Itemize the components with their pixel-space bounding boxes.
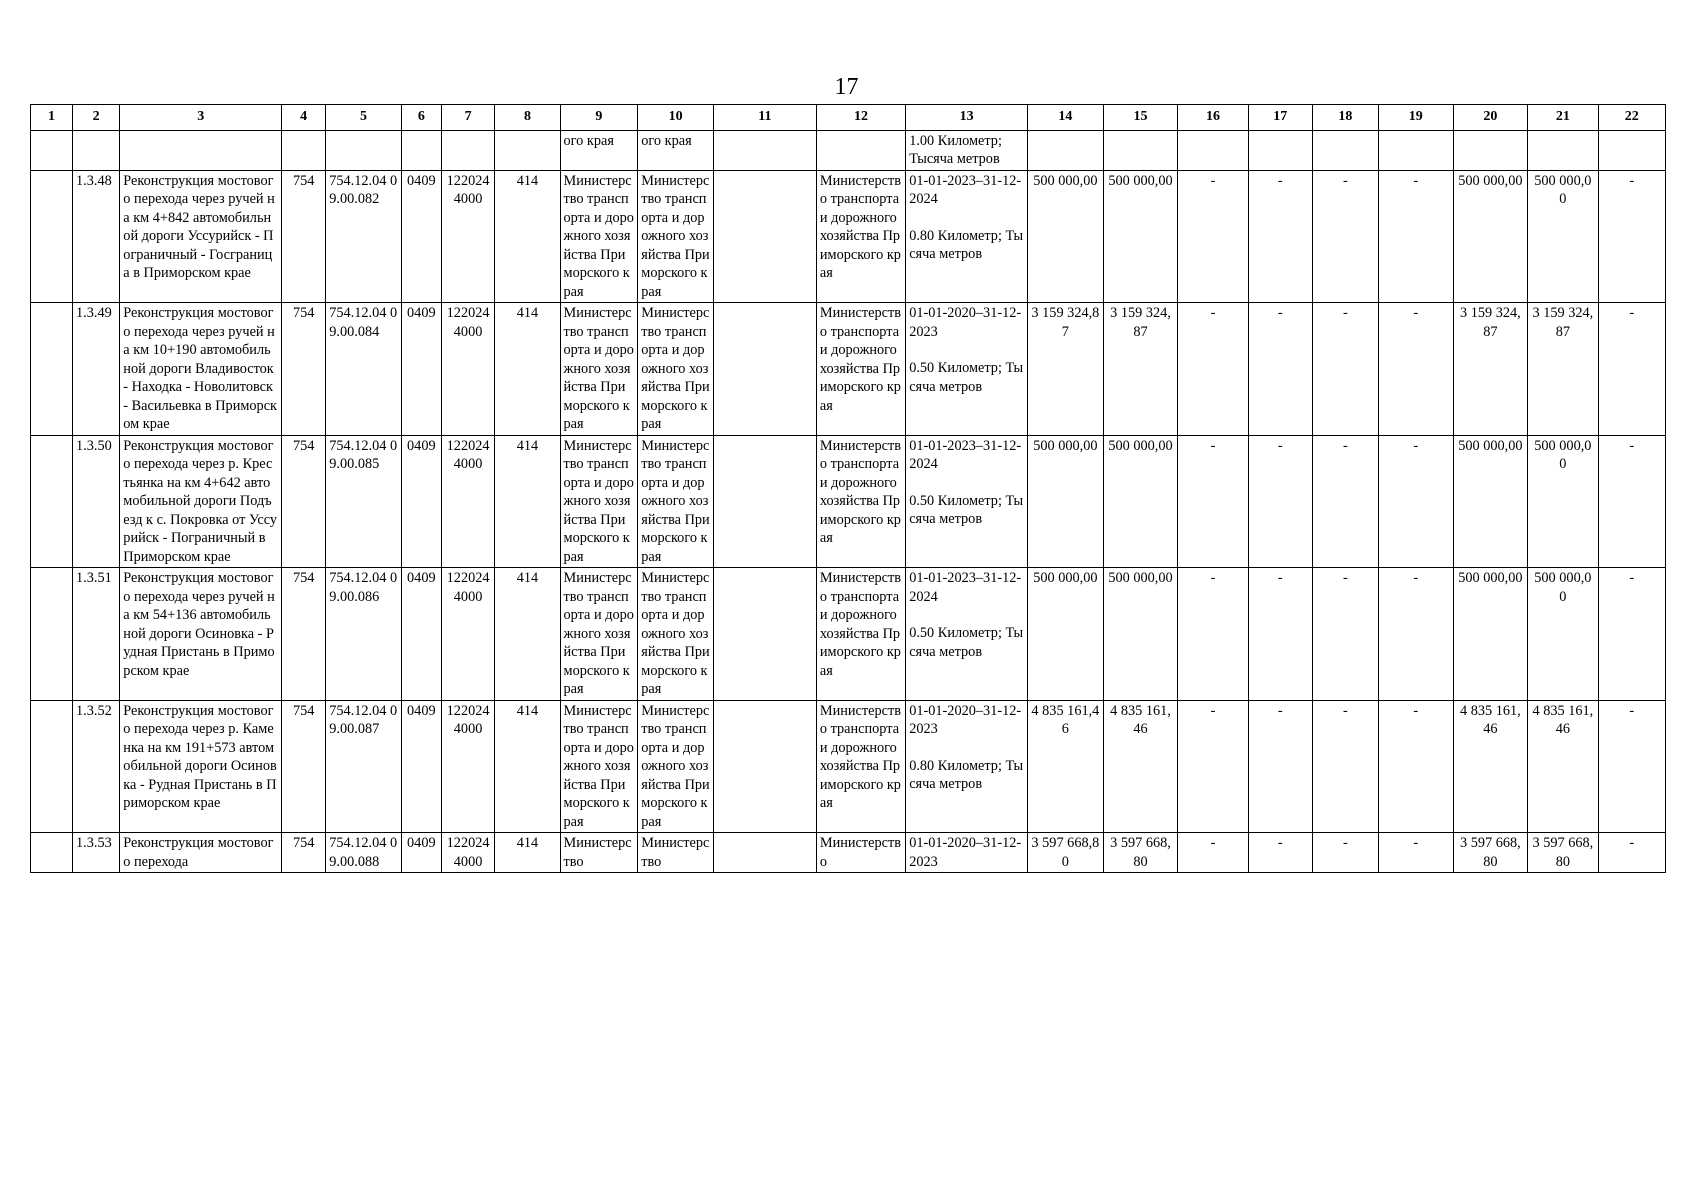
table-cell: 0409 (401, 700, 441, 833)
table-cell: - (1378, 170, 1453, 303)
table-row (31, 833, 1666, 873)
table-cell: 3 159 324,87 (1453, 303, 1528, 436)
table-cell: - (1312, 303, 1378, 436)
table-cell: - (1312, 568, 1378, 701)
col-header: 17 (1248, 105, 1312, 131)
table-cell: Министерство транспорта и дорожного хозяйства Приморского края (816, 303, 905, 436)
col-header: 11 (713, 105, 816, 131)
table-cell: 3 597 668,80 (1453, 833, 1528, 873)
table-cell: 754 (282, 170, 326, 303)
table-cell: - (1312, 170, 1378, 303)
table-cell: Министерство транспорта и дорожного хозяйства Приморского края (560, 568, 638, 701)
table-cell: 414 (495, 303, 560, 436)
table-cell (31, 568, 73, 701)
table-cell: 414 (495, 568, 560, 701)
table-cell: 754.12.04 09.00.088 (326, 833, 402, 873)
table-cell (31, 833, 73, 873)
table-cell: 500 000,00 (1103, 568, 1178, 701)
col-header: 10 (638, 105, 714, 131)
period-cell (906, 170, 1028, 303)
table-cell: - (1378, 435, 1453, 568)
table-cell: - (1598, 303, 1665, 436)
table-cell: - (1312, 700, 1378, 833)
table-cell (713, 700, 816, 833)
table-cell: Министерство транспорта и дорожного хозяйства Приморского края (638, 568, 714, 701)
continuation-row (31, 130, 1666, 170)
object-name: Реконструкция мостового перехода через р. Крестьянка на км 4+642 автомобильной дороги Подъезд к с. Покровка от Уссурийск - Пограничный в Приморском крае (120, 435, 282, 568)
table-cell: - (1178, 303, 1248, 436)
table-cell: Министерство (560, 833, 638, 873)
table-cell: 754 (282, 833, 326, 873)
page-number: 17 (834, 74, 859, 100)
capacity: 0.50 Километр; Тысяча метров (909, 625, 1024, 660)
table-cell (713, 303, 816, 436)
table-cell: 122024 4000 (441, 435, 495, 568)
table-cell: 122024 4000 (441, 700, 495, 833)
table-cell: 500 000,00 (1528, 568, 1598, 701)
period-cell (906, 435, 1028, 568)
implementation-period: 01-01-2023–31-12-2024 (909, 172, 1022, 207)
item-number: 1.3.48 (73, 170, 120, 303)
table-cell: Министерство (816, 833, 905, 873)
table-cell: Министерство транспорта и дорожного хозяйства Приморского края (816, 170, 905, 303)
table-cell (31, 435, 73, 568)
table-cell: 754 (282, 700, 326, 833)
table-cell: 414 (495, 170, 560, 303)
capacity: 0.50 Километр; Тысяча метров (909, 360, 1024, 395)
implementation-period: 01-01-2020–31-12-2023 (909, 835, 1022, 870)
table-cell: - (1378, 568, 1453, 701)
table-cell: 4 835 161,46 (1453, 700, 1528, 833)
col-header: 2 (73, 105, 120, 131)
table-cell: 414 (495, 833, 560, 873)
table-cell: 754.12.04 09.00.086 (326, 568, 402, 701)
col-header: 21 (1528, 105, 1598, 131)
table-cell: 0409 (401, 170, 441, 303)
object-name: Реконструкция мостового перехода через ручей на км 10+190 автомобильной дороги Владивосток - Находка - Новолитовск - Васильевка в Приморском крае (120, 303, 282, 436)
item-number: 1.3.52 (73, 700, 120, 833)
table-cell: 0409 (401, 833, 441, 873)
table-cell: 754 (282, 303, 326, 436)
table-cell: - (1598, 568, 1665, 701)
table-cell: 500 000,00 (1453, 170, 1528, 303)
table-cell: - (1378, 700, 1453, 833)
col-header: 19 (1378, 105, 1453, 131)
table-cell: - (1598, 435, 1665, 568)
investment-table (30, 104, 1666, 873)
col-header: 22 (1598, 105, 1665, 131)
table-cell: 414 (495, 700, 560, 833)
table-cell: Министерство транспорта и дорожного хозяйства Приморского края (638, 170, 714, 303)
header-row (31, 105, 1666, 131)
implementation-period: 01-01-2023–31-12-2024 (909, 570, 1022, 605)
table-cell: - (1248, 303, 1312, 436)
col-header: 9 (560, 105, 638, 131)
table-cell: 500 000,00 (1528, 170, 1598, 303)
capacity: 0.80 Километр; Тысяча метров (909, 227, 1024, 262)
table-cell: - (1178, 170, 1248, 303)
table-cell: - (1248, 833, 1312, 873)
col-header: 6 (401, 105, 441, 131)
period-cell (906, 303, 1028, 436)
capacity: 0.80 Километр; Тысяча метров (909, 757, 1024, 792)
table-cell: 754.12.04 09.00.082 (326, 170, 402, 303)
table-cell: 754.12.04 09.00.084 (326, 303, 402, 436)
col-header: 3 (120, 105, 282, 131)
table-cell: - (1178, 435, 1248, 568)
table-cell: 4 835 161,46 (1103, 700, 1178, 833)
table-row (31, 700, 1666, 833)
table-cell: - (1378, 833, 1453, 873)
table-cell: 754 (282, 568, 326, 701)
table-cell: - (1248, 170, 1312, 303)
object-name: Реконструкция мостового перехода через р. Каменка на км 191+573 автомобильной дороги Осиновка - Рудная Пристань в Приморском крае (120, 700, 282, 833)
table-cell (713, 568, 816, 701)
table-cell: - (1178, 833, 1248, 873)
item-number: 1.3.50 (73, 435, 120, 568)
table-cell: - (1248, 568, 1312, 701)
table-cell: 3 159 324,87 (1028, 303, 1104, 436)
col-header: 4 (282, 105, 326, 131)
object-name: Реконструкция мостового перехода через ручей на км 54+136 автомобильной дороги Осиновка - Рудная Пристань в Приморском крае (120, 568, 282, 701)
table-cell: - (1178, 568, 1248, 701)
object-name: Реконструкция мостового перехода (120, 833, 282, 873)
table-cell (713, 435, 816, 568)
table-cell: - (1178, 700, 1248, 833)
table-cell: 122024 4000 (441, 303, 495, 436)
table-cell: - (1598, 170, 1665, 303)
table-cell: 0409 (401, 435, 441, 568)
table-cell: 3 597 668,80 (1528, 833, 1598, 873)
table-row (31, 568, 1666, 701)
table-cell: 3 597 668,80 (1103, 833, 1178, 873)
table-cell: - (1598, 700, 1665, 833)
table-cell (31, 700, 73, 833)
table-cell: Министерство транспорта и дорожного хозяйства Приморского края (560, 170, 638, 303)
table-cell: 122024 4000 (441, 833, 495, 873)
table-cell: ого края (560, 130, 638, 170)
table-cell: 3 159 324,87 (1103, 303, 1178, 436)
col-header: 14 (1028, 105, 1104, 131)
table-cell: 500 000,00 (1028, 568, 1104, 701)
col-header: 20 (1453, 105, 1528, 131)
table-cell: Министерство транспорта и дорожного хозяйства Приморского края (638, 303, 714, 436)
table-cell: 500 000,00 (1028, 435, 1104, 568)
table-cell: 500 000,00 (1528, 435, 1598, 568)
table-cell: 754.12.04 09.00.085 (326, 435, 402, 568)
table-row (31, 170, 1666, 303)
item-number: 1.3.53 (73, 833, 120, 873)
table-cell: Министерство транспорта и дорожного хозяйства Приморского края (638, 700, 714, 833)
table-cell: 122024 4000 (441, 170, 495, 303)
table-cell: - (1248, 700, 1312, 833)
object-name: Реконструкция мостового перехода через ручей на км 4+842 автомобильной дороги Уссурийск - Пограничный - Госграница в Приморском крае (120, 170, 282, 303)
table-cell: - (1248, 435, 1312, 568)
table-cell: 122024 4000 (441, 568, 495, 701)
table-cell: 500 000,00 (1028, 170, 1104, 303)
table-cell: 754 (282, 435, 326, 568)
table-cell: 500 000,00 (1103, 170, 1178, 303)
table-cell (31, 170, 73, 303)
table-cell: Министерство (638, 833, 714, 873)
table-cell: - (1598, 833, 1665, 873)
implementation-period: 01-01-2020–31-12-2023 (909, 305, 1022, 340)
col-header: 1 (31, 105, 73, 131)
table-cell: - (1312, 435, 1378, 568)
table-cell: 754.12.04 09.00.087 (326, 700, 402, 833)
col-header: 15 (1103, 105, 1178, 131)
table-cell: - (1312, 833, 1378, 873)
table-cell: ого края (638, 130, 714, 170)
implementation-period: 01-01-2020–31-12-2023 (909, 702, 1022, 737)
col-header: 13 (906, 105, 1028, 131)
table-cell (713, 170, 816, 303)
table-cell (31, 303, 73, 436)
table-cell: Министерство транспорта и дорожного хозяйства Приморского края (816, 700, 905, 833)
table-cell: Министерство транспорта и дорожного хозяйства Приморского края (816, 435, 905, 568)
implementation-period: 01-01-2023–31-12-2024 (909, 437, 1022, 472)
item-number: 1.3.49 (73, 303, 120, 436)
period-cell (906, 700, 1028, 833)
table-cell: 500 000,00 (1103, 435, 1178, 568)
table-row (31, 435, 1666, 568)
col-header: 16 (1178, 105, 1248, 131)
item-number: 1.3.51 (73, 568, 120, 701)
table-cell: 500 000,00 (1453, 568, 1528, 701)
table-cell (713, 833, 816, 873)
table-cell: 3 597 668,80 (1028, 833, 1104, 873)
col-header: 18 (1312, 105, 1378, 131)
capacity: 0.50 Километр; Тысяча метров (909, 492, 1024, 527)
period-cell (906, 568, 1028, 701)
table-cell: 4 835 161,46 (1028, 700, 1104, 833)
table-cell: Министерство транспорта и дорожного хозяйства Приморского края (560, 435, 638, 568)
col-header: 12 (816, 105, 905, 131)
table-cell: Министерство транспорта и дорожного хозяйства Приморского края (560, 700, 638, 833)
table-cell: Министерство транспорта и дорожного хозяйства Приморского края (560, 303, 638, 436)
table-row (31, 303, 1666, 436)
table-cell: 0409 (401, 303, 441, 436)
table-cell: 0409 (401, 568, 441, 701)
table-cell: 4 835 161,46 (1528, 700, 1598, 833)
period-cell (906, 833, 1028, 873)
table-cell: 500 000,00 (1453, 435, 1528, 568)
col-header: 5 (326, 105, 402, 131)
table-cell: Министерство транспорта и дорожного хозяйства Приморского края (816, 568, 905, 701)
table-cell: 414 (495, 435, 560, 568)
table-cell: Министерство транспорта и дорожного хозяйства Приморского края (638, 435, 714, 568)
col-header: 8 (495, 105, 560, 131)
col-header: 7 (441, 105, 495, 131)
table-cell: 1.00 Километр; Тысяча метров (906, 130, 1028, 170)
table-cell: 3 159 324,87 (1528, 303, 1598, 436)
table-cell: - (1378, 303, 1453, 436)
